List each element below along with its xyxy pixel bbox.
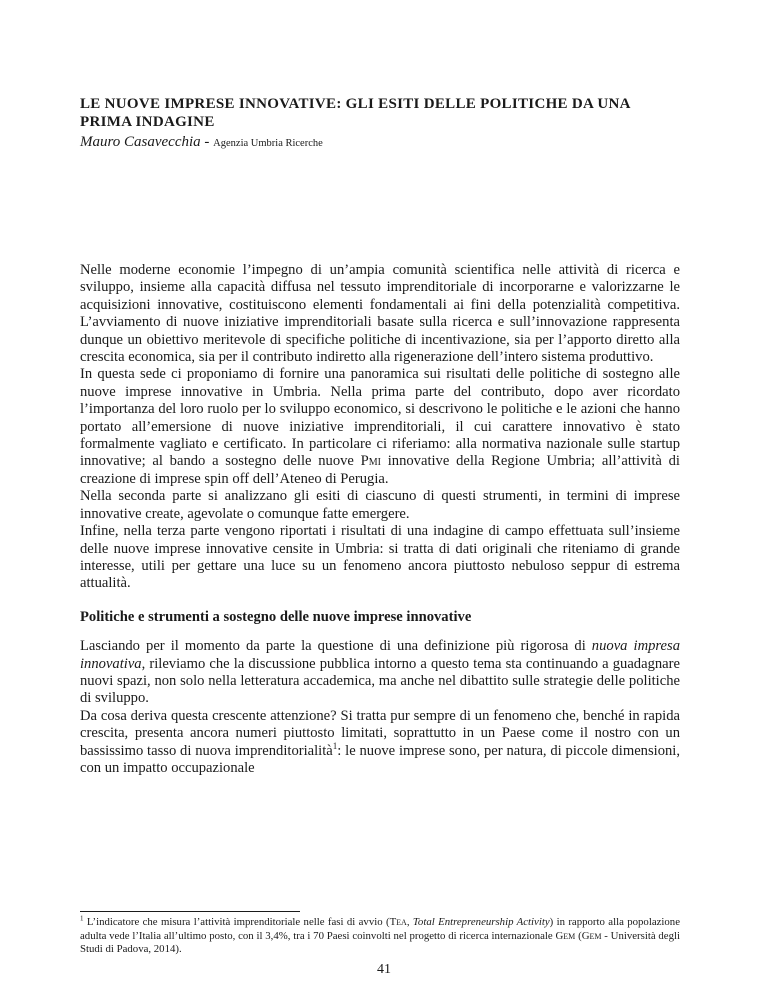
page-number: 41 [377,962,391,977]
acronym-tea: Tea [389,916,407,928]
paragraph-overview [80,366,680,488]
article-title: LE NUOVE IMPRESE INNOVATIVE: GLI ESITI DELLE POLITICHE DA UNA PRIMA INDAGINE [80,96,630,130]
paragraph-text: Da cosa deriva questa crescente attenzione? Si tratta pur sempre di un fenomeno che, benché in rapida crescita, presenta ancora numeri piuttosto limitati, soprattutto in un Paese come il nostro con un bassissimo tasso di nuova imprenditorialità [80,707,680,759]
footnote [80,916,680,957]
byline [80,133,680,153]
paragraph-attention [80,708,680,778]
paragraph-third-part [80,523,680,593]
footnote-text: ( [575,929,582,942]
paragraph-text: Nelle moderne economie l’impegno di un’ampia comunità scientifica nelle attività di ricerca e sviluppo, insieme alla capacità diffusa nel tessuto imprenditoriale di incorporarne e valorizzarne le acquisizioni innovative, costituiscono elementi fondamentali ai fini della potenzialità competitiva. L’avviamento di nuove iniziative imprenditoriali basate sulla ricerca e sull’innovazione rappresenta dunque un obiettivo meritevole di specifiche politiche di incentivazione, sia per l’apporto diretto alla crescita economica, sia per il contributo indiretto alla rigenerazione dell’intero sistema produttivo. [80,262,680,366]
footnote-emphasis: Total Entrepreneurship Activity [412,916,550,928]
footnote-text: ) in rapporto alla popolazione adulta vede l’Italia all’ultimo posto, con il 3,4%, tra i 70 Paesi coinvolti nel progetto di ricerca internazionale [80,916,680,942]
footnote-number: 1 [80,914,84,923]
footnote-text: - Università degli Studi di Padova, 2014). [80,929,681,955]
paragraph-intro [80,262,680,366]
paragraph-text: : le nuove imprese sono, per natura, di piccole dimensioni, con un impatto occupazionale [80,742,680,776]
paragraph-text: Nella seconda parte si analizzano gli esiti di ciascuno di questi strumenti, in termini di imprese innovative create, agevolate o comunque fatte emergere. [80,488,680,522]
byline-separator: - [200,134,214,150]
author-name: Mauro Casavecchia [80,134,201,150]
footnote-reference[interactable]: 1 [332,740,338,751]
paragraph-text: Lasciando per il momento da parte la questione di una definizione più rigorosa di [80,638,592,655]
paragraph-text: In questa sede ci proponiamo di fornire una panoramica sui risultati delle politiche di sostegno alle nuove imprese innovative in Umbria. Nella prima parte del contributo, dopo aver ricordato l’importanza del loro ruolo per lo sviluppo economico, si descrivono le politiche e le azioni che hanno portato all’emersione di nuove iniziative imprenditoriali, il cui carattere innovativo è stato formalmente vagliato e certificato. In particolare ci riferiamo: alla normativa nazionale sulle startup innovative; al bando a sostegno delle nuove [80,366,680,470]
body-text [80,262,680,777]
emphasis-term: nuova impresa innovativa [80,638,680,672]
acronym-gem: Gem [581,929,602,942]
paragraph-definition [80,638,680,708]
acronym-pmi: Pmi [360,453,381,470]
footnote-text: , [406,916,413,928]
paragraph-second-part [80,488,680,523]
paragraph-text: innovative della Regione Umbria; all’attività di creazione di imprese spin off dell’Ateneo di Perugia. [80,453,680,487]
author-organization: Agenzia Umbria Ricerche [213,138,323,149]
acronym-gem: Gem [555,929,576,942]
footnote-text: L’indicatore che misura l’attività imprenditoriale nelle fasi di avvio ( [83,916,390,928]
footnote-divider [80,911,300,912]
paragraph-text: , rileviamo che la discussione pubblica intorno a questo tema sta continuando a guadagnare nuovi spazi, non solo nella letteratura accademica, ma anche nel dibattito sulle strategie delle politiche di sviluppo. [80,655,680,707]
paragraph-text: Infine, nella terza parte vengono riportati i risultati di una indagine di campo effettuata sull’insieme delle nuove imprese innovative censite in Umbria: si tratta di dati originali che riteniamo di grande interesse, utili per gettare una luce su un fenomeno ancora piuttosto nebuloso seppur di estrema attualità. [80,523,680,592]
section-heading: Politiche e strumenti a sostegno delle nuove imprese innovative [80,608,472,625]
